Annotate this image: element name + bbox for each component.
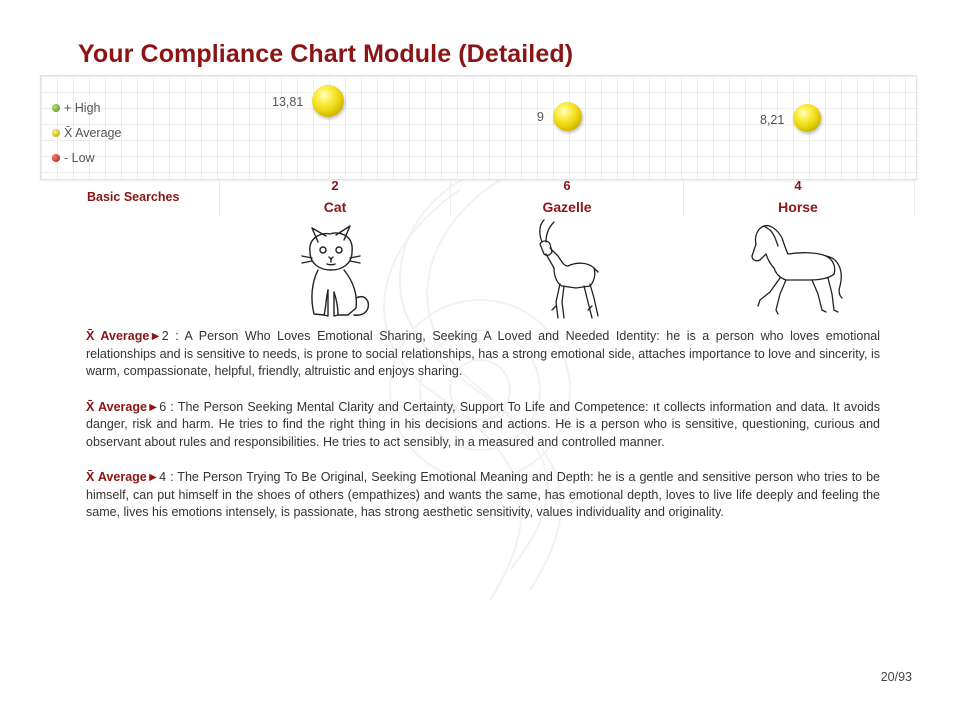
cat-icon [298, 218, 378, 322]
description-text: 6 : The Person Seeking Mental Clarity and Certainty, Support To Life and Competence: ıt collects information and data. It avoids danger, risk and harm. He tries to find the right thing in his decisions and actions. He is a person who is sensitive, questioning, curious and observant about rules and responsibilities. He tries to act sensibly, in a measured and controlled manner. [86, 399, 880, 449]
column-number-cat: 2 [331, 178, 339, 193]
column-divider [450, 178, 451, 216]
score-ball-horse [793, 104, 821, 132]
arrow-icon: ► [149, 329, 162, 343]
average-label: X̄ Average [86, 470, 147, 484]
basic-searches-label: Basic Searches [87, 190, 180, 204]
column-divider [683, 178, 684, 216]
description-paragraphs [86, 328, 880, 540]
legend-item-high [52, 95, 121, 120]
legend-item-average [52, 120, 121, 145]
page-title: Your Compliance Chart Module (Detailed) [78, 40, 574, 68]
page-number: 20/93 [880, 670, 912, 684]
column-divider [219, 178, 220, 216]
average-label: X̄ Average [86, 399, 147, 414]
column-name-cat: Cat [323, 199, 347, 215]
column-name-horse: Horse [778, 199, 818, 215]
chart-legend [52, 95, 121, 170]
description-paragraph [86, 399, 880, 452]
chart-grid-panel [40, 75, 917, 180]
column-divider [914, 178, 915, 216]
arrow-icon: ► [146, 399, 160, 414]
column-number-gazelle: 6 [563, 178, 571, 193]
score-value-horse: 8,21 [760, 113, 785, 127]
red-dot-icon [52, 154, 60, 162]
legend-label-low: - Low [64, 150, 95, 165]
gazelle-icon [532, 218, 604, 322]
legend-label-high: + High [64, 100, 101, 115]
description-paragraph [86, 469, 880, 522]
score-ball-cat [312, 85, 344, 117]
column-name-gazelle: Gazelle [542, 199, 592, 215]
yellow-dot-icon [52, 129, 60, 137]
description-text: 4 : The Person Trying To Be Original, Seeking Emotional Meaning and Depth: he is a gentle and sensitive person who tries to be himself, can put himself in the shoes of others (empathizes) and wants the same, has emotional depth, loves to live life deeply and feeling the same, lives his emotions intensely, is passionate, has strong aesthetic sensitivity, values individuality and originality. [86, 470, 881, 519]
column-number-horse: 4 [794, 178, 802, 193]
description-paragraph [86, 328, 880, 381]
score-value-gazelle: 9 [537, 110, 544, 124]
legend-label-average: X̄ Average [64, 125, 122, 140]
average-label: X̄ Average [86, 329, 150, 343]
legend-item-low [52, 145, 121, 170]
score-value-cat: 13,81 [272, 95, 304, 109]
description-text: 2 : A Person Who Loves Emotional Sharing, Seeking A Loved and Needed Identity: he is a person who loves emotional relationships and is sensitive to needs, is prone to social relationships, has a strong emotional side, attaches importance to love and sincerity, is warm, compassionate, helpful, friendly, altruistic and enjoys sharing. [86, 329, 881, 378]
arrow-icon: ► [146, 470, 160, 484]
green-dot-icon [52, 104, 60, 112]
score-ball-gazelle [553, 102, 582, 131]
horse-icon [748, 222, 848, 318]
